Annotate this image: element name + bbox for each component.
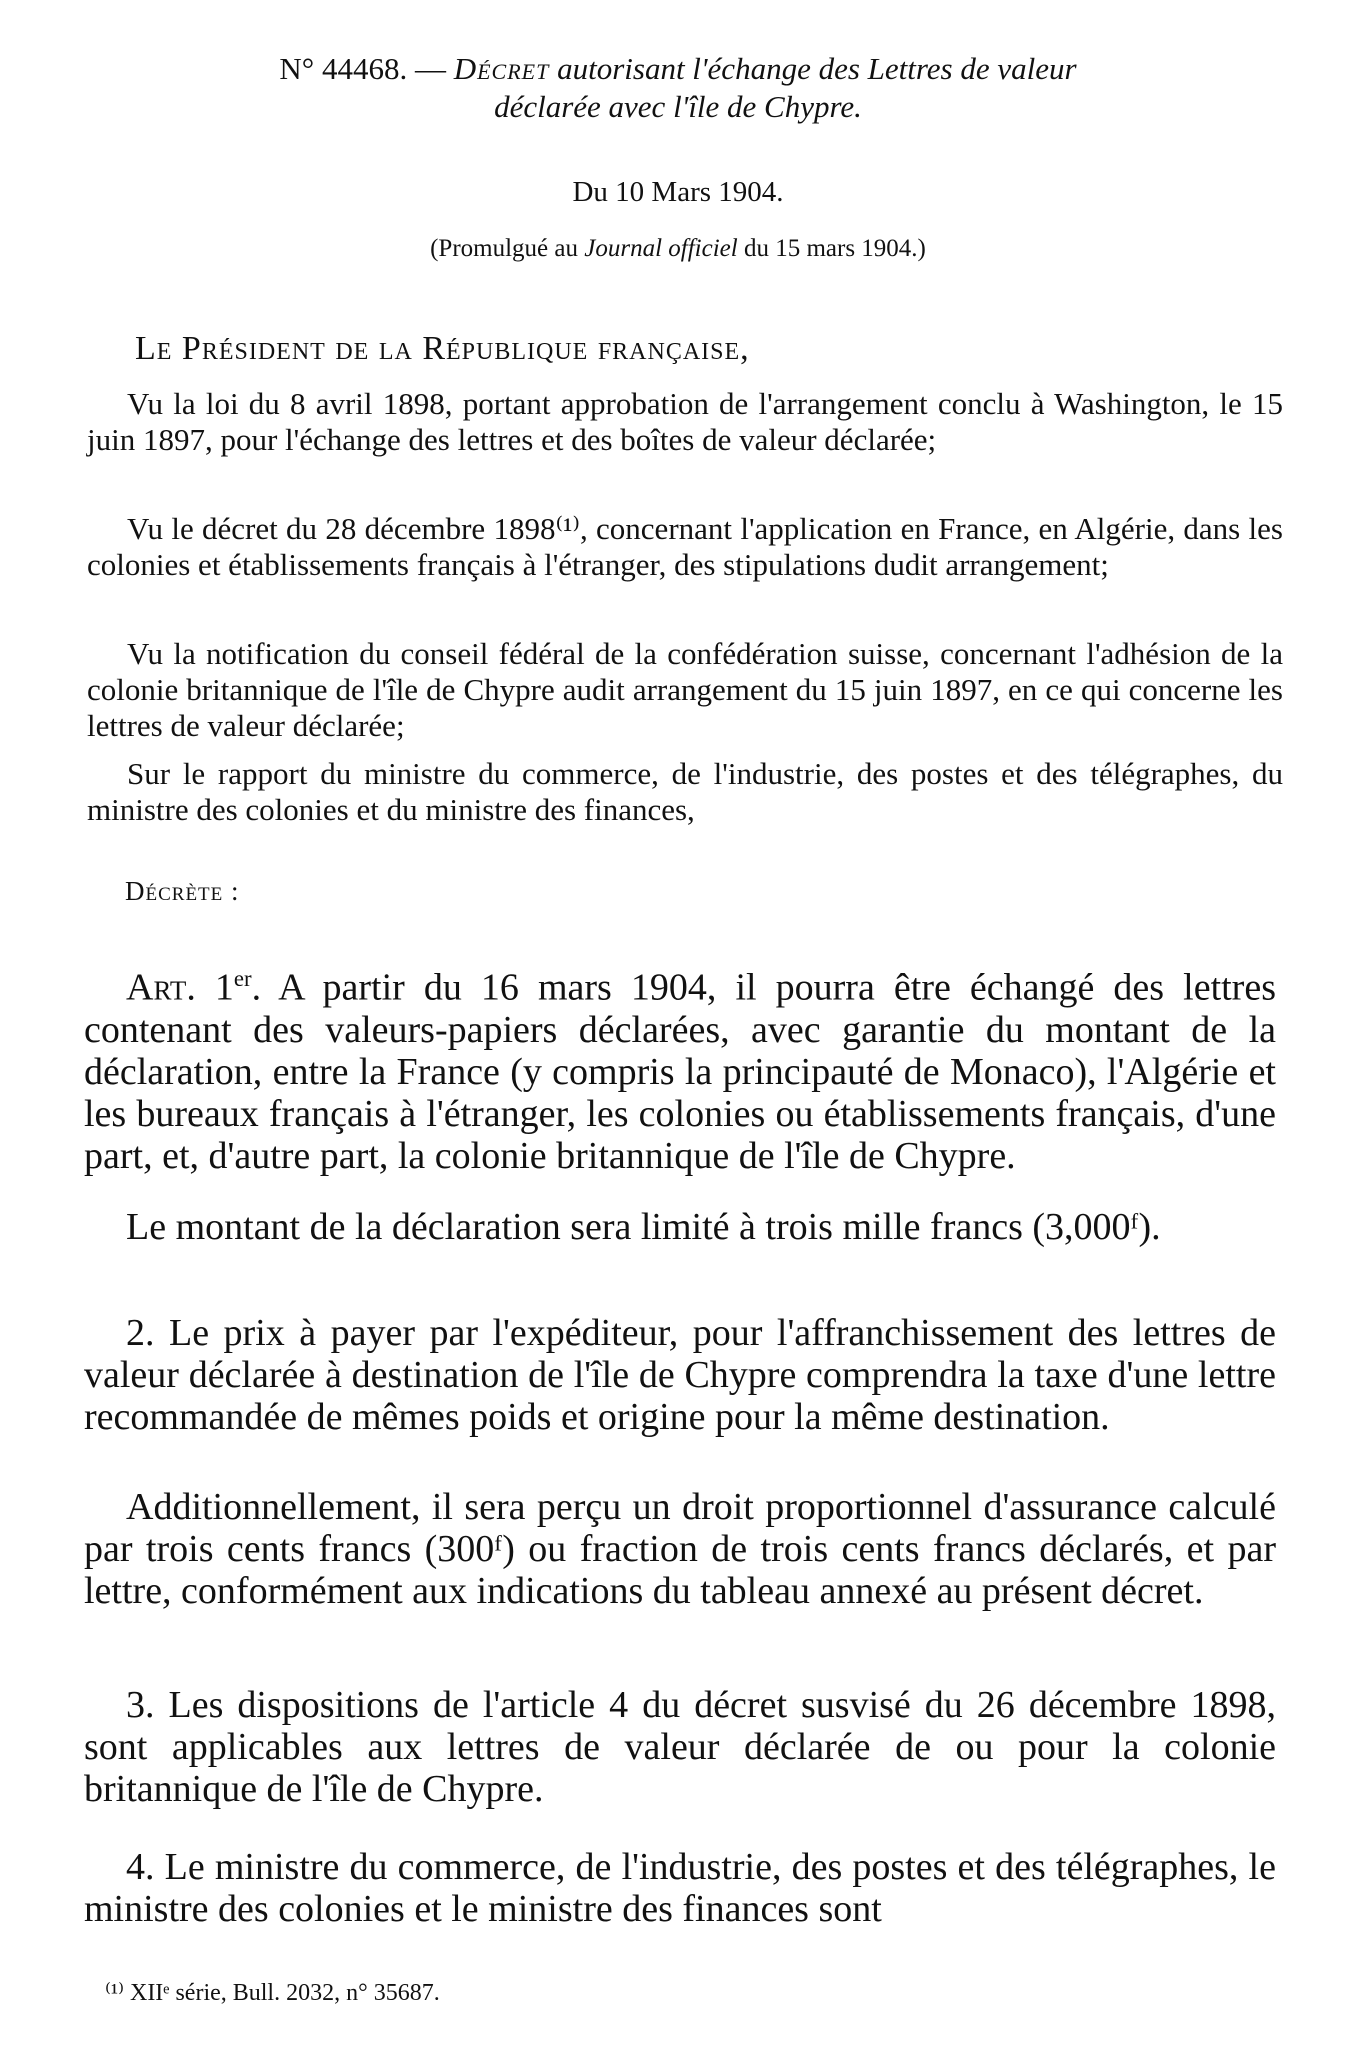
article-3: 3. Les dispositions de l'article 4 du décret susvisé du 26 décembre 1898, sont applicables aux lettres de valeur déclarée de ou pour la colonie britannique de l'île de Chypre.	[84, 1684, 1276, 1810]
president-heading: Le Président de la République française,	[135, 330, 750, 367]
article-1	[84, 958, 1276, 1177]
consideration-paragraph: Vu la notification du conseil fédéral de la confédération suisse, concernant l'adhésion de la colonie britannique de l'île de Chypre audit arrangement du 15 juin 1897, en ce qui concerne les lettres de valeur déclarée;	[87, 636, 1283, 743]
decree-date: Du 10 Mars 1904.	[572, 176, 784, 208]
article-4: 4. Le ministre du commerce, de l'industrie, des postes et des télégraphes, le ministre des colonies et le ministre des finances sont	[84, 1846, 1276, 1930]
title-line-1	[0, 50, 1356, 88]
decree-number: N° 44468.	[279, 51, 408, 86]
title-line-2	[0, 88, 1356, 126]
article-1-text: . A partir du 16 mars 1904, il pourra être échangé des lettres contenant des valeurs-papiers déclarées, avec garantie du montant de la déclaration, entre la France (y compris la principauté de Monaco), l'Algérie et les bureaux français à l'étranger, les colonies ou établissements français, d'une part, et, d'autre part, la colonie britannique de l'île de Chypre.	[84, 966, 1276, 1177]
title-rest: autorisant l'échange des Lettres de valeur	[549, 51, 1077, 86]
title-dash: —	[407, 51, 454, 86]
decret-word: Décret	[453, 51, 550, 86]
promulgation-suffix: du 15 mars 1904.)	[737, 235, 926, 262]
article-2: 2. Le prix à payer par l'expéditeur, pour l'affranchissement des lettres de valeur déclarée à destination de l'île de Chypre comprendra la taxe d'une lettre recommandée de mêmes poids et origine pour la même destination.	[84, 1312, 1276, 1438]
title-line-2-text: déclarée avec l'île de Chypre.	[494, 89, 862, 124]
promulgation-note	[0, 235, 1356, 263]
article-1-sup: er	[233, 966, 252, 991]
footnote: ⁽¹⁾ XIIᵉ série, Bull. 2032, n° 35687.	[105, 1980, 440, 2006]
decrete-heading: Décrète :	[125, 876, 240, 906]
article-1-label: Art. 1	[126, 966, 234, 1009]
article-1-paragraph-2: Le montant de la déclaration sera limité à trois mille francs (3,000ᶠ).	[126, 1206, 1161, 1248]
consideration-paragraph: Vu le décret du 28 décembre 1898⁽¹⁾, concernant l'application en France, en Algérie, dans les colonies et établissements français à l'étranger, des stipulations dudit arrangement;	[87, 511, 1283, 582]
promulgation-prefix: (Promulgué au	[430, 235, 585, 262]
article-2-paragraph-2: Additionnellement, il sera perçu un droit proportionnel d'assurance calculé par trois cents francs (300ᶠ) ou fraction de trois cents francs déclarés, et par lettre, conformément aux indications du tableau annexé au présent décret.	[84, 1486, 1276, 1612]
decree-title	[0, 50, 1356, 126]
consideration-paragraph: Sur le rapport du ministre du commerce, de l'industrie, des postes et des télégraphes, du ministre des colonies et du ministre des finances,	[87, 756, 1283, 827]
consideration-paragraph: Vu la loi du 8 avril 1898, portant approbation de l'arrangement conclu à Washington, le 15 juin 1897, pour l'échange des lettres et des boîtes de valeur déclarée;	[87, 386, 1283, 457]
journal-name: Journal officiel	[584, 235, 738, 262]
